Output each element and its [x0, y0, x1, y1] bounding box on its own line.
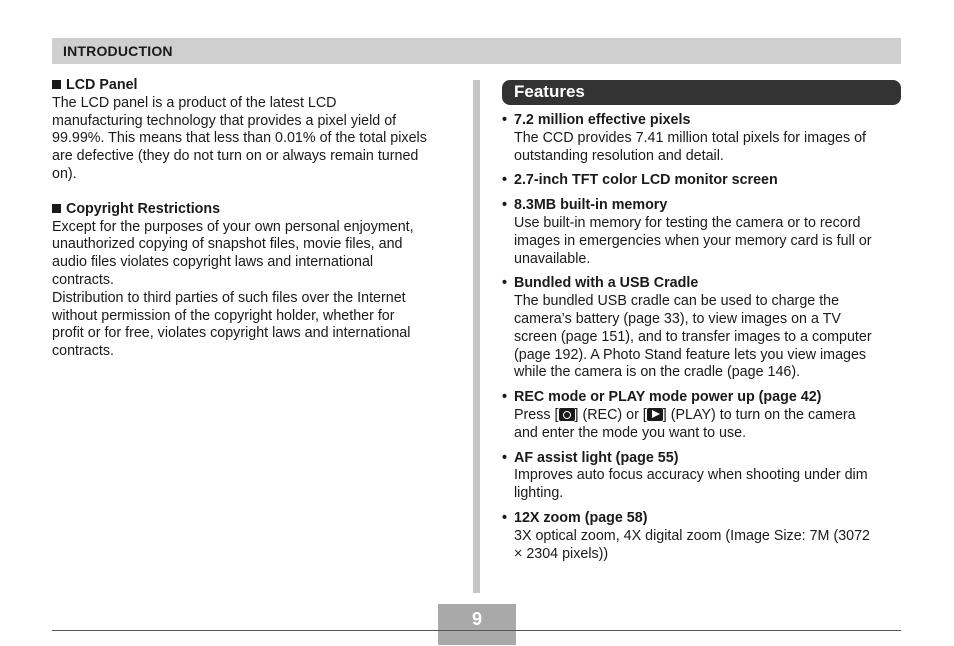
feature-title: 12X zoom (page 58) — [514, 509, 648, 526]
section-label: INTRODUCTION — [63, 43, 173, 59]
section-header-bar — [52, 38, 901, 64]
feature-description: Press [ ] (REC) or [ ] (PLAY) to turn on the camera — [514, 406, 856, 423]
lcd-panel-heading — [52, 77, 457, 95]
bullet: • — [502, 172, 508, 189]
features-heading-bar — [502, 80, 901, 105]
feature-item — [502, 389, 902, 442]
bullet: • — [502, 112, 508, 128]
square-bullet-icon — [52, 80, 61, 89]
feature-item — [502, 275, 902, 382]
column-divider — [473, 80, 480, 593]
feature-description-cont: and enter the mode you want to use. — [514, 424, 747, 441]
feature-title: REC mode or PLAY mode power up (page 42) — [514, 389, 822, 406]
feature-item — [502, 172, 902, 190]
bullet: • — [502, 197, 508, 214]
feature-description: Improves auto focus accuracy when shooting under dim lighting. — [514, 467, 868, 502]
copyright-title: Copyright Restrictions — [66, 200, 221, 217]
page-number: 9 — [471, 609, 482, 629]
lcd-panel-text: The LCD panel is a product of the latest LCD manufacturing technology that provides a pixel yield of 99.99%. This means that less than 0.01% of the total pixels are defective (they do not turn on or always remain turned on). — [52, 94, 427, 182]
feature-description: The bundled USB cradle can be used to charge the camera’s battery (page 33), to view images on a TV screen (page 151), and to transfer images to a computer (page 192). A Photo Stand feature lets you view images while the camera is on the cradle (page 146). — [514, 293, 872, 381]
bullet: • — [502, 275, 508, 292]
copyright-text-1: Except for the purposes of your own personal enjoyment, unauthorized copying of snapshot files, movie files, and audio files violates copyright laws and international contracts. — [52, 218, 414, 288]
feature-title: 7.2 million effective pixels — [514, 112, 691, 128]
feature-title: 8.3MB built-in memory — [514, 197, 668, 214]
feature-title: Bundled with a USB Cradle — [514, 275, 699, 292]
feature-title: 2.7-inch TFT color LCD monitor screen — [514, 172, 778, 189]
copyright-text-2: Distribution to third parties of such files over the Internet without permission of the copyright holder, whether for profit or for free, violates copyright laws and international contracts. — [52, 289, 411, 360]
camera-icon — [559, 408, 575, 421]
footer-rule — [52, 630, 901, 631]
left-column — [52, 77, 457, 361]
features-list — [502, 112, 902, 570]
feature-description: 3X optical zoom, 4X digital zoom (Image Size: 7M (3072 × 2304 pixels)) — [514, 527, 871, 562]
feature-title: AF assist light (page 55) — [514, 449, 679, 466]
square-bullet-icon — [52, 204, 61, 213]
bullet: • — [502, 389, 508, 406]
bullet: • — [502, 449, 508, 466]
feature-item — [502, 112, 902, 165]
lcd-panel-title: LCD Panel — [66, 77, 138, 93]
play-icon — [647, 408, 663, 421]
feature-item — [502, 197, 902, 268]
bullet: • — [502, 509, 508, 526]
feature-item — [502, 450, 902, 503]
feature-description: Use built-in memory for testing the camera or to record images in emergencies when your memory card is full or unavailable. — [514, 214, 872, 267]
feature-item — [502, 510, 902, 563]
copyright-heading — [52, 201, 457, 219]
features-heading: Features — [514, 82, 585, 101]
page-number-box — [438, 604, 516, 645]
feature-description: The CCD provides 7.41 million total pixels for images of outstanding resolution and detail. — [514, 129, 867, 164]
